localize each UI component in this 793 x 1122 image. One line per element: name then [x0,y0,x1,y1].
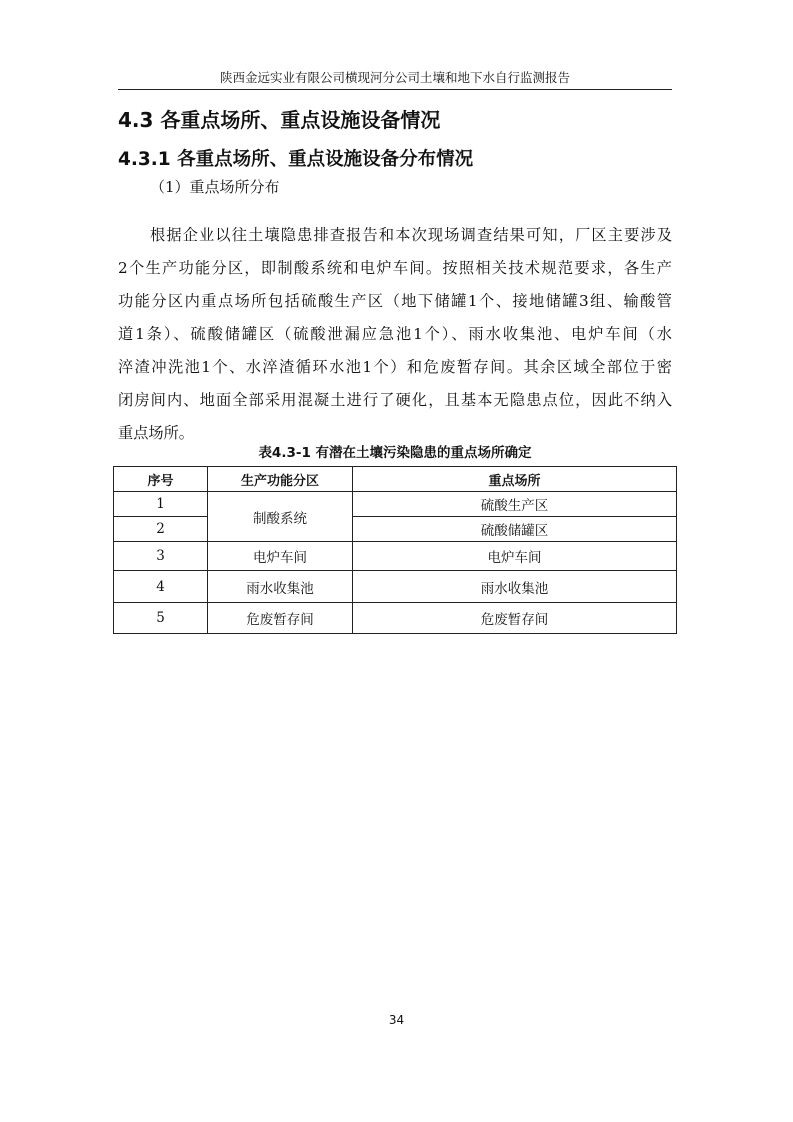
cell-index: 4 [114,571,208,603]
paragraph-line: 淬渣冲洗池1个、水淬渣循环水池1个）和危废暂存间。其余区域全部位于密 [118,358,672,376]
paragraph-line: 重点场所。 [118,424,194,442]
key-sites-table [113,466,677,634]
table-header-row [114,467,677,492]
header-divider [118,89,672,90]
paragraph-line: 功能分区内重点场所包括硫酸生产区（地下储罐1个、接地储罐3组、输酸管 [118,292,672,310]
table-row [114,603,677,634]
table-row [114,542,677,571]
cell-site: 危废暂存间 [353,603,677,634]
paragraph-line: 2个生产功能分区，即制酸系统和电炉车间。按照相关技术规范要求，各生产 [118,259,672,277]
page-number: 34 [388,1013,405,1027]
item-heading: （1）重点场所分布 [150,178,280,196]
cell-zone: 电炉车间 [208,542,353,571]
paragraph-line: 根据企业以往土壤隐患排查报告和本次现场调查结果可知，厂区主要涉及 [150,226,672,244]
cell-index: 3 [114,542,208,571]
table-caption: 表4.3-1 有潜在土壤污染隐患的重点场所确定 [258,445,532,461]
cell-site: 电炉车间 [353,542,677,571]
paragraph-line: 闭房间内、地面全部采用混凝土进行了硬化，且基本无隐患点位，因此不纳入 [118,391,672,409]
running-header: 陕西金远实业有限公司横现河分公司土壤和地下水自行监测报告 [219,70,570,85]
cell-zone: 制酸系统 [208,492,353,542]
cell-site: 雨水收集池 [353,571,677,603]
cell-index: 1 [114,492,208,517]
header-cell: 序号 [114,467,208,492]
cell-site: 硫酸生产区 [353,492,677,517]
table-row [114,492,677,517]
cell-index: 5 [114,603,208,634]
paragraph-line: 道1条）、硫酸储罐区（硫酸泄漏应急池1个）、雨水收集池、电炉车间（水 [118,325,672,343]
cell-zone: 雨水收集池 [208,571,353,603]
header-cell: 重点场所 [353,467,677,492]
table-row [114,517,677,542]
cell-zone: 危废暂存间 [208,603,353,634]
header-cell: 生产功能分区 [208,467,353,492]
cell-site: 硫酸储罐区 [353,517,677,542]
cell-index: 2 [114,517,208,542]
subsection-heading: 4.3.1 各重点场所、重点设施设备分布情况 [118,149,474,170]
section-heading: 4.3 各重点场所、重点设施设备情况 [118,108,441,132]
table-row [114,571,677,603]
